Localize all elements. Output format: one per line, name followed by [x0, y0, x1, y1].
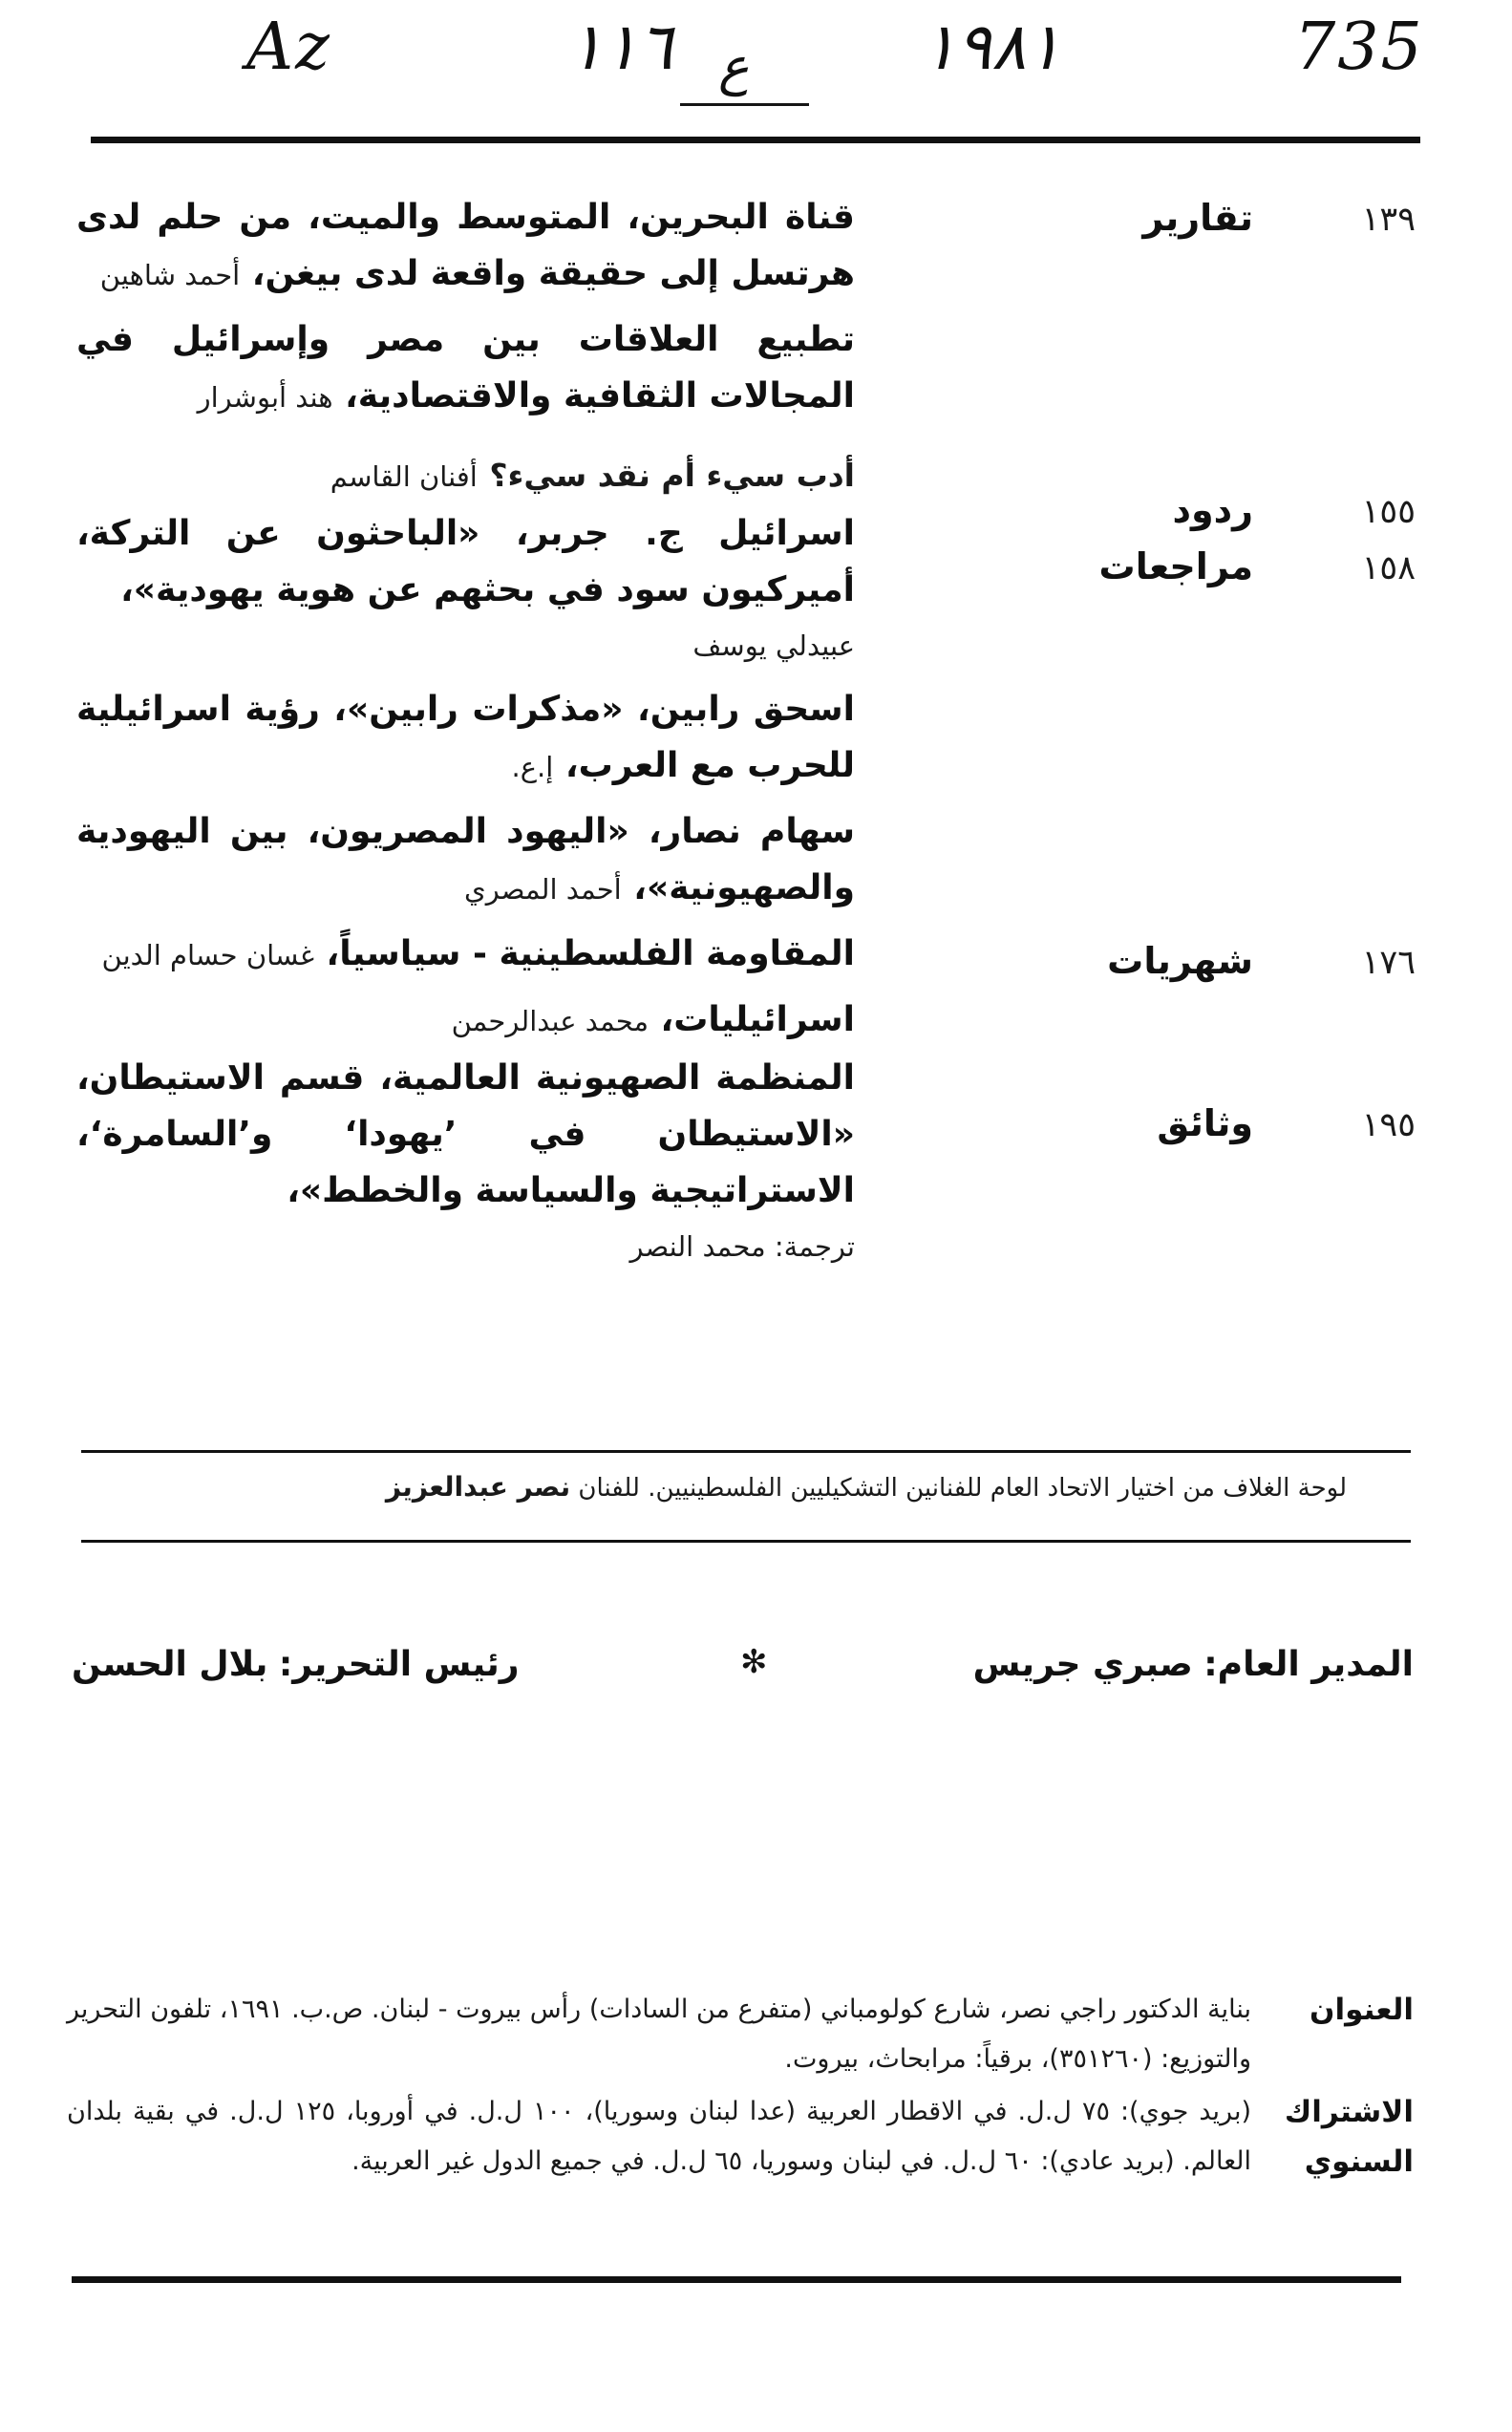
- entry-author: عبيدلي يوسف: [692, 629, 855, 662]
- cover-credit: [115, 1471, 1347, 1503]
- entry-title: اسرائيل ج. جربر، «الباحثون عن التركة، أميركيون سود في بحثهم عن هوية يهودية»،: [76, 514, 855, 609]
- entry-title: أدب سيء أم نقد سيء؟: [489, 457, 855, 494]
- toc-entry: [76, 189, 855, 304]
- toc-entry: [76, 505, 855, 673]
- section-monthlies: شهريات: [1107, 940, 1253, 982]
- handwritten-year: ١٩٨١: [922, 10, 1062, 85]
- entry-title: اسحق رابين، «مذكرات رابين»، رؤية اسرائيلية للحرب مع العرب،: [76, 690, 855, 785]
- section-reports: تقارير: [1142, 197, 1253, 239]
- address-text: بناية الدكتور راجي نصر، شارع كولومباني (متفرع من السادات) رأس بيروت - لبنان. ص.ب. ١٦٩١، تلفون التحرير والتوزيع: (٣٥١٢٦٠)، برقياً: مرابحاث، بيروت.: [67, 1995, 1251, 2074]
- toc-entry: [76, 803, 855, 918]
- handwritten-page-number: 735: [1294, 10, 1424, 85]
- entry-author: محمد عبدالرحمن: [451, 1005, 649, 1037]
- contents-entries: [76, 189, 855, 1282]
- section-documents: وثائق: [1157, 1102, 1253, 1144]
- page-number-documents: ١٩٥: [1361, 1106, 1416, 1144]
- toc-entry: [76, 447, 855, 505]
- toc-entry: [76, 992, 855, 1050]
- entry-author: أحمد شاهين: [99, 259, 241, 291]
- entry-author: أحمد المصري: [464, 873, 622, 906]
- cover-credit-text: لوحة الغلاف من اختيار الاتحاد العام للفنانين التشكيليين الفلسطينيين. للفنان: [578, 1474, 1347, 1503]
- entry-author: أفنان القاسم: [330, 460, 478, 493]
- entry-title: سهام نصار، «اليهود المصريون، بين اليهودية والصهيونية»،: [76, 812, 855, 907]
- entry-author: غسان حسام الدين: [101, 939, 314, 971]
- entry-author: هند أبوشرار: [197, 381, 333, 414]
- handwritten-underline: [680, 103, 809, 106]
- subscription-label-line1: الاشتراك: [1284, 2095, 1414, 2129]
- section-reviews: مراجعات: [1098, 545, 1253, 587]
- general-manager: [973, 1645, 1414, 1684]
- page-number-replies: ١٥٥: [1361, 493, 1416, 531]
- cover-artist: نصر عبدالعزيز: [385, 1471, 571, 1503]
- general-manager-label: المدير العام:: [1203, 1645, 1414, 1684]
- entry-title: تطبيع العلاقات بين مصر وإسرائيل في المجالات الثقافية والاقتصادية،: [76, 320, 855, 416]
- subscription-text: (بريد جوي): ٧٥ ل.ل. في الاقطار العربية (عدا لبنان وسوريا)، ١٠٠ ل.ل. في أوروبا، ١٢٥ ل.ل. في بقية بلدان العالم. (بريد عادي): ٦٠ ل.ل. في لبنان وسوريا، ٦٥ ل.ل. في جميع الدول غير العربية.: [67, 2097, 1251, 2176]
- handwritten-issue-mark: ع: [718, 36, 750, 96]
- entry-author: إ.ع.: [511, 751, 554, 783]
- page-number-reviews: ١٥٨: [1361, 549, 1416, 587]
- section-replies: ردود: [1172, 489, 1253, 531]
- editor-in-chief: [72, 1645, 519, 1684]
- entry-title: قناة البحرين، المتوسط والميت، من حلم لدى هرتسل إلى حقيقة واقعة لدى بيغن،: [76, 198, 855, 293]
- toc-entry: [76, 311, 855, 426]
- cover-rule-bottom: [81, 1540, 1411, 1543]
- editor-in-chief-label: رئيس التحرير:: [278, 1645, 520, 1684]
- general-manager-name: صبري جريس: [972, 1645, 1193, 1684]
- bottom-rule: [72, 2276, 1401, 2283]
- page-number-reports: ١٣٩: [1361, 201, 1416, 239]
- toc-entry: [76, 1050, 855, 1274]
- subscription-label-line2: السنوي: [1304, 2144, 1414, 2179]
- separator-asterisk: ✻: [740, 1643, 768, 1681]
- editor-in-chief-name: بلال الحسن: [72, 1645, 268, 1684]
- handwritten-code: Az: [246, 10, 331, 85]
- entry-title: اسرائيليات،: [660, 1000, 855, 1039]
- cover-rule-top: [81, 1450, 1411, 1453]
- toc-entry: [76, 926, 855, 984]
- toc-entry: [76, 681, 855, 796]
- address-label: العنوان: [1310, 1993, 1414, 2027]
- subscription-label: [1261, 2087, 1414, 2187]
- entry-title: المنظمة الصهيونية العالمية، قسم الاستيطان، «الاستيطان في ’يهودا‘ و’السامرة‘، الاستراتيجية والسياسة والخطط»،: [76, 1058, 855, 1210]
- entry-title: المقاومة الفلسطينية - سياسياً،: [326, 934, 855, 973]
- handwritten-issue: ١١٦: [568, 10, 673, 85]
- page-number-monthlies: ١٧٦: [1361, 944, 1416, 982]
- top-rule: [91, 137, 1420, 143]
- entry-author: ترجمة: محمد النصر: [629, 1230, 855, 1263]
